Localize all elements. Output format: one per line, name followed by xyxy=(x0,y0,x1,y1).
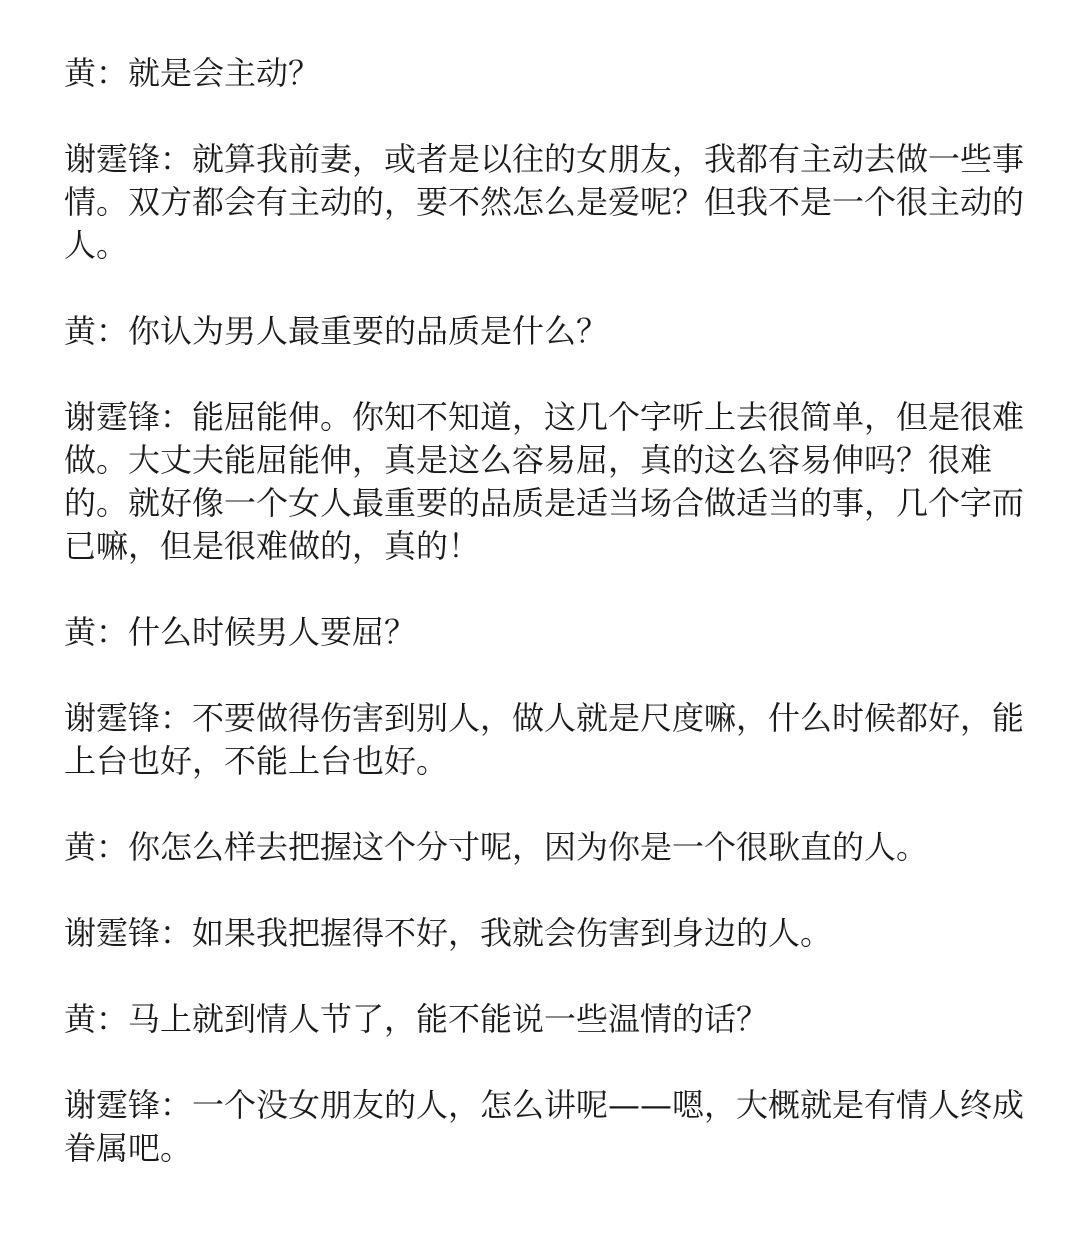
dialogue-text: 如果我把握得不好，我就会伤害到身边的人。 xyxy=(192,914,833,952)
speaker-label: 黄： xyxy=(64,312,129,350)
dialogue-paragraph xyxy=(64,52,1044,95)
dialogue-paragraph xyxy=(64,310,1044,353)
dialogue-paragraph xyxy=(64,396,1044,568)
interview-article xyxy=(64,52,1044,1213)
speaker-label: 谢霆锋： xyxy=(64,914,193,952)
dialogue-text: 就算我前妻，或者是以往的女朋友，我都有主动去做一些事情。双方都会有主动的，要不然怎么是爱呢？但我不是一个很主动的人。 xyxy=(64,140,1025,264)
speaker-label: 谢霆锋： xyxy=(64,140,193,178)
dialogue-paragraph xyxy=(64,912,1044,955)
dialogue-paragraph xyxy=(64,611,1044,654)
dialogue-text: 什么时候男人要屈？ xyxy=(128,613,417,651)
dialogue-paragraph xyxy=(64,138,1044,267)
dialogue-paragraph xyxy=(64,998,1044,1041)
dialogue-text: 不要做得伤害到别人，做人就是尺度嘛，什么时候都好，能上台也好，不能上台也好。 xyxy=(64,699,1025,780)
dialogue-text: 马上就到情人节了，能不能说一些温情的话？ xyxy=(128,1000,769,1038)
dialogue-paragraph xyxy=(64,1084,1044,1170)
dialogue-text: 就是会主动？ xyxy=(128,54,321,92)
speaker-label: 谢霆锋： xyxy=(64,699,193,737)
dialogue-paragraph xyxy=(64,697,1044,783)
dialogue-text: 能屈能伸。你知不知道，这几个字听上去很简单，但是很难做。大丈夫能屈能伸，真是这么容易屈，真的这么容易伸吗？很难的。就好像一个女人最重要的品质是适当场合做适当的事，几个字而已嘛，但是很难做的，真的！ xyxy=(64,398,1025,565)
speaker-label: 黄： xyxy=(64,1000,129,1038)
speaker-label: 黄： xyxy=(64,613,129,651)
speaker-label: 黄： xyxy=(64,828,129,866)
dialogue-paragraph xyxy=(64,826,1044,869)
speaker-label: 谢霆锋： xyxy=(64,1086,193,1124)
dialogue-text: 你怎么样去把握这个分寸呢，因为你是一个很耿直的人。 xyxy=(128,828,929,866)
dialogue-text: 你认为男人最重要的品质是什么？ xyxy=(128,312,609,350)
dialogue-text: 一个没女朋友的人，怎么讲呢——嗯，大概就是有情人终成眷属吧。 xyxy=(64,1086,1025,1167)
speaker-label: 谢霆锋： xyxy=(64,398,193,436)
speaker-label: 黄： xyxy=(64,54,129,92)
